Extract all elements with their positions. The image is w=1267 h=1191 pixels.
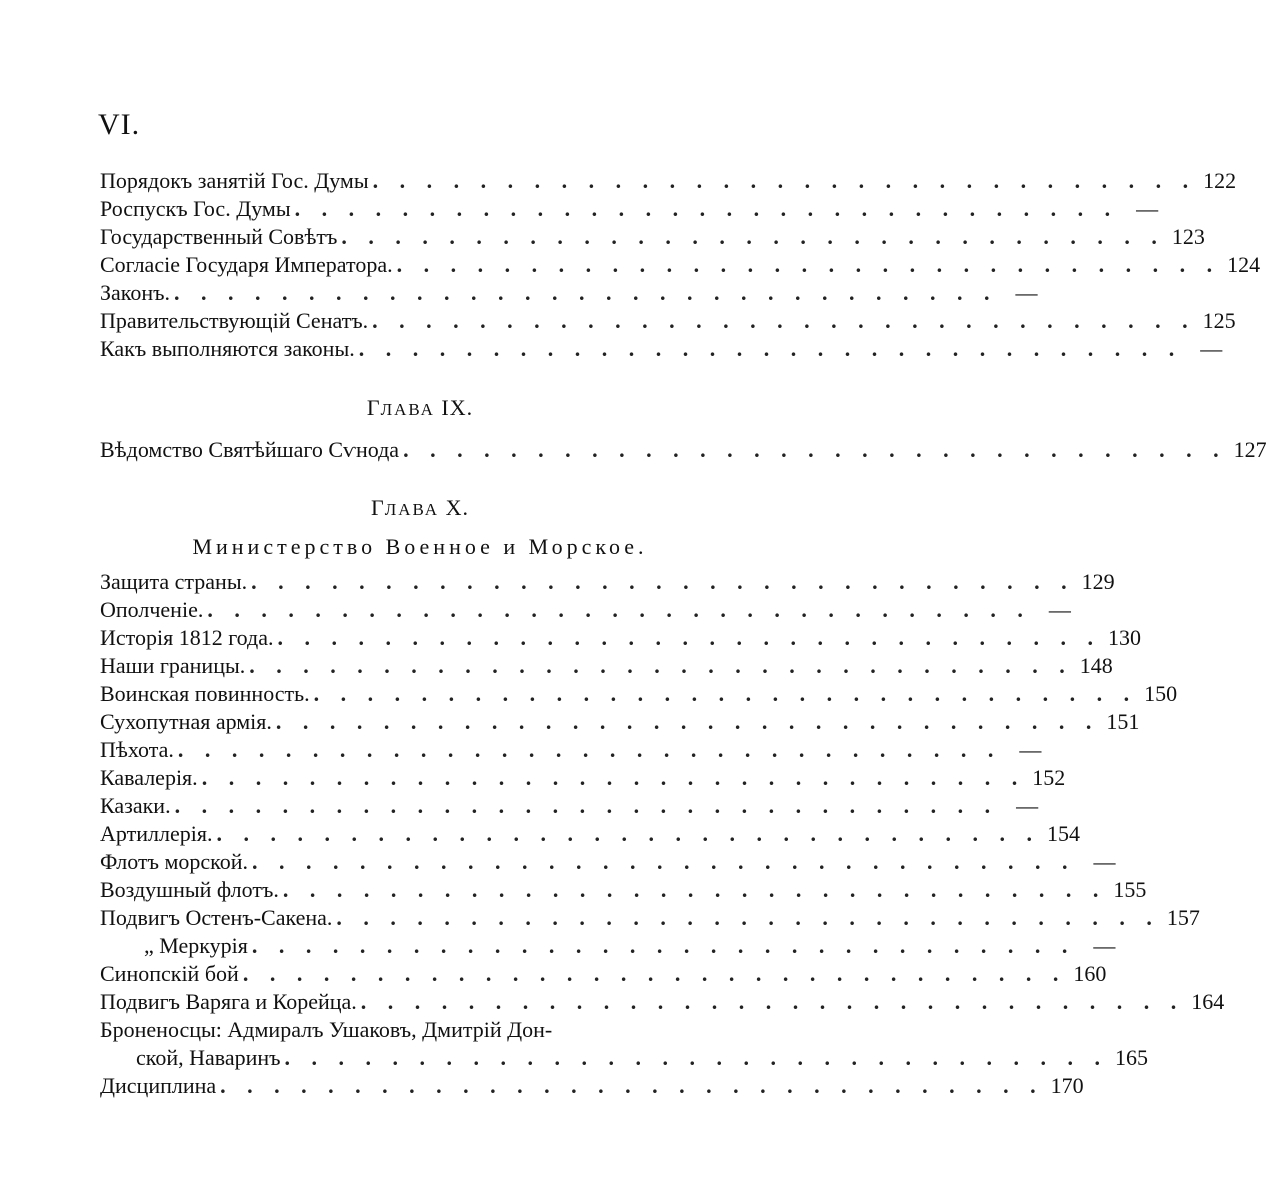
toc-entry-page: — (1048, 597, 1071, 622)
leader-dots: . . . . . . . . . . . . . . . . . . . . . . . . . . . . . . . (294, 196, 1119, 221)
toc-entry[interactable] (100, 709, 1140, 737)
leader-dots: . . . . . . . . . . . . . . . . . . . . . . . . . . . . . . . (372, 308, 1196, 333)
toc-entry-page: 164 (1191, 989, 1225, 1014)
toc-entry-title: Сухопутная армія. (100, 709, 272, 734)
toc-entry-page: — (1016, 793, 1039, 818)
leader-dots: . . . . . . . . . . . . . . . . . . . . . . . . . . . . . . . (242, 961, 1067, 986)
toc-entry[interactable] (100, 336, 1223, 364)
toc-entry[interactable] (100, 437, 1267, 465)
leader-dots: . . . . . . . . . . . . . . . . . . . . . . . . . . . . . . . (207, 597, 1031, 622)
toc-entry[interactable] (100, 1045, 1149, 1073)
toc-entry[interactable] (100, 280, 1038, 308)
chapter-numeral: X. (445, 495, 469, 520)
toc-entry-page: 148 (1079, 653, 1113, 678)
toc-entry[interactable] (100, 1073, 1084, 1101)
chapter-numeral: IX. (441, 395, 474, 420)
toc-entry[interactable] (100, 933, 1116, 961)
toc-entry-page: 127 (1233, 437, 1267, 462)
toc-entry-page: 124 (1227, 252, 1261, 277)
toc-chapter-10 (100, 569, 1225, 1101)
leader-dots: . . . . . . . . . . . . . . . . . . . . . . . . . . . . . . . (358, 336, 1183, 361)
toc-entry[interactable] (100, 905, 1200, 933)
toc-entry-title: Законъ. (100, 280, 171, 305)
leader-dots: . . . . . . . . . . . . . . . . . . . . . . . . . . . . . . . (220, 1073, 1044, 1098)
toc-entry-title: Наши границы. (100, 653, 246, 678)
toc-entry-page: 122 (1203, 168, 1237, 193)
toc-entry[interactable] (100, 793, 1039, 821)
leader-dots: . . . . . . . . . . . . . . . . . . . . . . . . . . . . . . . (277, 625, 1102, 650)
toc-entry-page: 123 (1171, 224, 1205, 249)
toc-entry-page: 155 (1113, 877, 1147, 902)
toc-entry[interactable] (100, 821, 1080, 849)
toc-entry[interactable] (100, 961, 1107, 989)
toc-entry-title: ской, Наваринъ (136, 1045, 281, 1070)
toc-chapter-9 (100, 437, 1267, 465)
leader-dots: . . . . . . . . . . . . . . . . . . . . . . . . . . . . . . . (251, 933, 1076, 958)
leader-dots: . . . . . . . . . . . . . . . . . . . . . . . . . . . . . . . (177, 737, 1002, 762)
toc-entry-title: Подвигъ Остенъ-Сакена. (100, 905, 333, 930)
toc-entry[interactable] (100, 681, 1178, 709)
leader-dots: . . . . . . . . . . . . . . . . . . . . . . . . . . . . . . . (174, 280, 998, 305)
toc-entry-page: 157 (1166, 905, 1200, 930)
toc-entry-title: Государственный Совѣтъ (100, 224, 338, 249)
toc-entry-page: — (1200, 336, 1223, 361)
toc-entry-title: „ Меркурія (144, 933, 248, 958)
toc-entry[interactable] (100, 168, 1237, 196)
leader-dots: . . . . . . . . . . . . . . . . . . . . . . . . . . . . . . . (252, 849, 1076, 874)
toc-entry[interactable] (100, 308, 1236, 336)
toc-entry[interactable] (100, 1017, 732, 1045)
toc-entry-title: Казаки. (100, 793, 171, 818)
toc-entry[interactable] (100, 569, 1115, 597)
toc-entry[interactable] (100, 252, 1261, 280)
toc-entry-title: Согласіе Государя Императора. (100, 252, 393, 277)
leader-dots: . . . . . . . . . . . . . . . . . . . . . . . . . . . . . . . (201, 765, 1026, 790)
toc-entry-title: Подвигъ Варяга и Корейца. (100, 989, 357, 1014)
leader-dots: . . . . . . . . . . . . . . . . . . . . . . . . . . . . . . . (275, 709, 1100, 734)
toc-entry-page: 125 (1202, 308, 1236, 333)
toc-entry-title: Пѣхота. (100, 737, 174, 762)
toc-entry[interactable] (100, 196, 1159, 224)
toc-entry-title: Артиллерія. (100, 821, 213, 846)
toc-entry-title: Защита страны. (100, 569, 248, 594)
toc-entry-title: Броненосцы: Адмиралъ Ушаковъ, Дмитрій Дон- (100, 1017, 553, 1042)
toc-entry-page: 160 (1073, 961, 1107, 986)
toc-entry[interactable] (100, 849, 1116, 877)
chapter-label-rest: ЛАВА (380, 400, 435, 419)
toc-entry-title: Воздушный флотъ. (100, 877, 279, 902)
toc-entry[interactable] (100, 765, 1066, 793)
leader-dots: . . . . . . . . . . . . . . . . . . . . . . . . . . . . . . . (216, 821, 1040, 846)
page-number: VI. (98, 108, 141, 141)
chapter-label-rest: ЛАВА (384, 500, 440, 519)
toc-entry-title: Правительствующій Сенатъ. (100, 308, 369, 333)
leader-dots: . . . . . . . . . . . . . . . . . . . . . . . . . . . . . . . (313, 681, 1138, 706)
toc-entry-title: Порядокъ занятій Гос. Думы (100, 168, 369, 193)
toc-entry-title: Флотъ морской. (100, 849, 248, 874)
toc-entry[interactable] (100, 625, 1142, 653)
toc-entry-page: — (1136, 196, 1159, 221)
toc-entry-page: 152 (1032, 765, 1066, 790)
chapter-label-first: Г (366, 395, 381, 420)
chapter-label-first: Г (371, 495, 385, 520)
toc-entry[interactable] (100, 737, 1042, 765)
toc-entry-page: — (1093, 933, 1116, 958)
toc-entry-page: 129 (1081, 569, 1115, 594)
toc-entry-page: 165 (1115, 1045, 1149, 1070)
toc-entry[interactable] (100, 989, 1225, 1017)
toc-entry[interactable] (100, 653, 1113, 681)
toc-entry-page: 170 (1050, 1073, 1084, 1098)
chapter-10-heading (0, 495, 840, 521)
leader-dots: . . . . . . . . . . . . . . . . . . . . . . . . . . . . . . . (282, 877, 1107, 902)
leader-dots: . . . . . . . . . . . . . . . . . . . . . . . . . . . . . . . (251, 569, 1075, 594)
toc-entry-title: Синопскій бой (100, 961, 239, 986)
chapter-9-heading (0, 395, 840, 421)
toc-entry[interactable] (100, 224, 1205, 252)
toc-entry-page: 154 (1046, 821, 1080, 846)
toc-entry-page: — (1093, 849, 1116, 874)
chapter-10-subtitle: Министерство Военное и Морское. (192, 534, 648, 559)
leader-dots: . . . . . . . . . . . . . . . . . . . . . . . . . . . . . . . (249, 653, 1073, 678)
leader-dots: . . . . . . . . . . . . . . . . . . . . . . . . . . . . . . . (396, 252, 1221, 277)
toc-entry-title: Кавалерія. (100, 765, 198, 790)
toc-section-1 (100, 168, 1261, 364)
leader-dots: . . . . . . . . . . . . . . . . . . . . . . . . . . . . . . . (284, 1045, 1109, 1070)
toc-entry[interactable] (100, 597, 1071, 625)
toc-entry-title: Дисциплина (100, 1073, 217, 1098)
toc-entry-title: Исторія 1812 года. (100, 625, 274, 650)
leader-dots: . . . . . . . . . . . . . . . . . . . . . . . . . . . . . . . (336, 905, 1160, 930)
toc-entry-title: Воинская повинность. (100, 681, 310, 706)
toc-entry-title: Роспускъ Гос. Думы (100, 196, 291, 221)
toc-entry-title: Ополченіе. (100, 597, 204, 622)
leader-dots: . . . . . . . . . . . . . . . . . . . . . . . . . . . . . . . (403, 437, 1227, 462)
toc-entry-title: Вѣдомство Святѣйшаго Сѵнода (100, 437, 400, 462)
toc-entry-page: 151 (1106, 709, 1140, 734)
toc-entry-title: Какъ выполняются законы. (100, 336, 355, 361)
toc-entry-page: — (1015, 280, 1038, 305)
leader-dots: . . . . . . . . . . . . . . . . . . . . . . . . . . . . . . . (174, 793, 999, 818)
leader-dots: . . . . . . . . . . . . . . . . . . . . . . . . . . . . . . . (360, 989, 1185, 1014)
toc-entry-page: 130 (1108, 625, 1142, 650)
toc-entry-page: — (1019, 737, 1042, 762)
leader-dots: . . . . . . . . . . . . . . . . . . . . . . . . . . . . . . . (341, 224, 1165, 249)
toc-entry-page: 150 (1144, 681, 1178, 706)
leader-dots: . . . . . . . . . . . . . . . . . . . . . . . . . . . . . . . (372, 168, 1197, 193)
toc-entry[interactable] (100, 877, 1147, 905)
